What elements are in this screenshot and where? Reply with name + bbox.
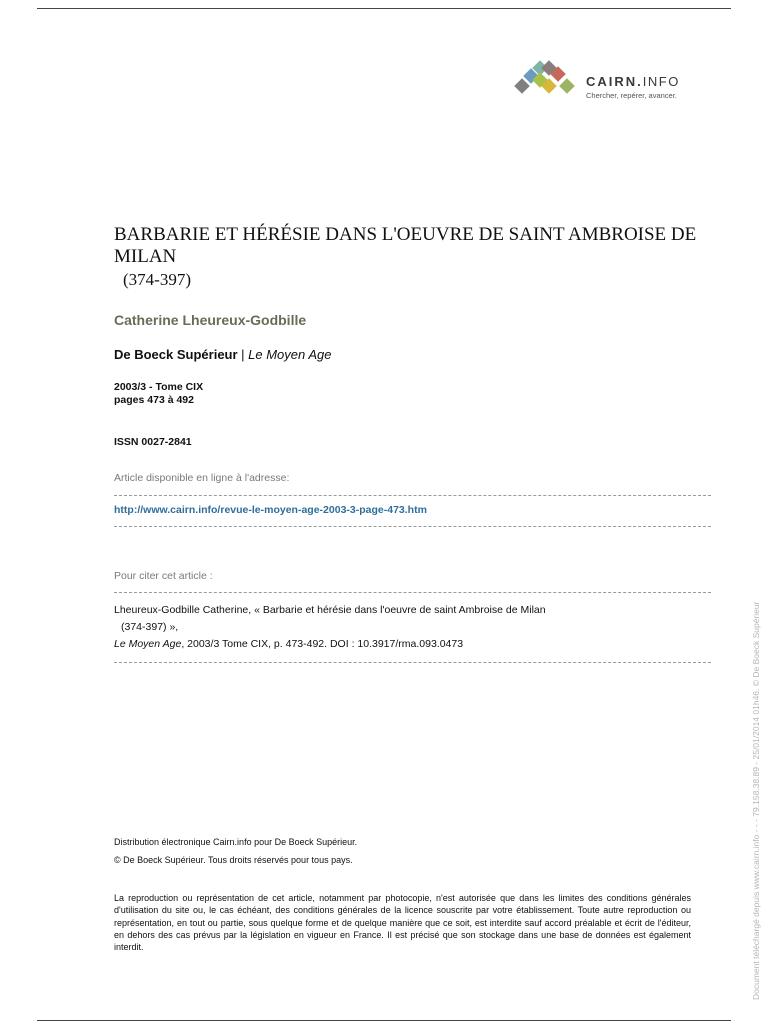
logo-name-main: CAIRN [586,74,638,89]
article-title-years: (374-397) [123,270,191,289]
article-title: BARBARIE ET HÉRÉSIE DANS L'OEUVRE DE SAINT AMBROISE DE MILAN [114,224,697,267]
citation-block [114,602,546,653]
dashed-divider [114,592,711,593]
journal-name: Le Moyen Age [248,347,332,362]
top-rule [37,8,731,9]
distribution-note: Distribution électronique Cairn.info pour De Boeck Supérieur. [114,837,358,847]
logo-tagline: Chercher, repérer, avancer. [586,91,677,100]
issue-volume: 2003/3 - Tome CIX [114,381,204,393]
download-watermark: Document téléchargé depuis www.cairn.info - - - 79.158.38.89 - 25/01/2014 01h46. © De Boeck Supérieur [751,601,761,1000]
bottom-rule [37,1020,731,1021]
article-author: Catherine Lheureux-Godbille [114,312,307,328]
dashed-divider [114,662,711,663]
cairn-diamonds-icon [512,60,582,104]
logo-wordmark [586,74,680,89]
cairn-logo[interactable] [512,60,702,104]
publisher-separator: | [237,347,249,362]
copyright-note: © De Boeck Supérieur. Tous droits réservés pour tous pays. [114,855,353,865]
citation-line-3 [114,636,546,653]
logo-name-dot: . [637,74,643,89]
issue-info [114,381,203,407]
publisher-line [114,347,332,362]
citation-line-1: Lheureux-Godbille Catherine, « Barbarie et hérésie dans l'oeuvre de saint Ambroise de Milan [114,604,546,616]
logo-name-suffix: INFO [642,74,680,89]
dashed-divider [114,495,711,496]
dashed-divider [114,526,711,527]
logo-diamond [514,78,530,94]
issue-pages: pages 473 à 492 [114,394,194,406]
legal-notice: La reproduction ou représentation de cet article, notamment par photocopie, n'est autorisée que dans les limites des conditions générales d'utilisation du site ou, le cas échéant, des conditions générales de la licence souscrite par votre établissement. Toute autre reproduction ou représentation, en tout ou partie, sous quelque forme et de quelque manière que ce soit, est interdite sauf accord préalable et écrit de l'éditeur, en dehors des cas prévus par la législation en vigueur en France. Il est précisé que son stockage dans une base de données est également interdit. [114,893,691,953]
issn: ISSN 0027-2841 [114,436,192,448]
cite-label: Pour citer cet article : [114,570,213,582]
citation-details: , 2003/3 Tome CIX, p. 473-492. DOI : 10.3917/rma.093.0473 [181,638,464,650]
article-url-link[interactable]: http://www.cairn.info/revue-le-moyen-age-2003-3-page-473.htm [114,504,427,516]
publisher-name: De Boeck Supérieur [114,347,238,362]
logo-diamond [559,78,575,94]
citation-line-2: (374-397) », [121,621,179,633]
citation-journal: Le Moyen Age [114,638,182,650]
online-label: Article disponible en ligne à l'adresse: [114,472,290,484]
